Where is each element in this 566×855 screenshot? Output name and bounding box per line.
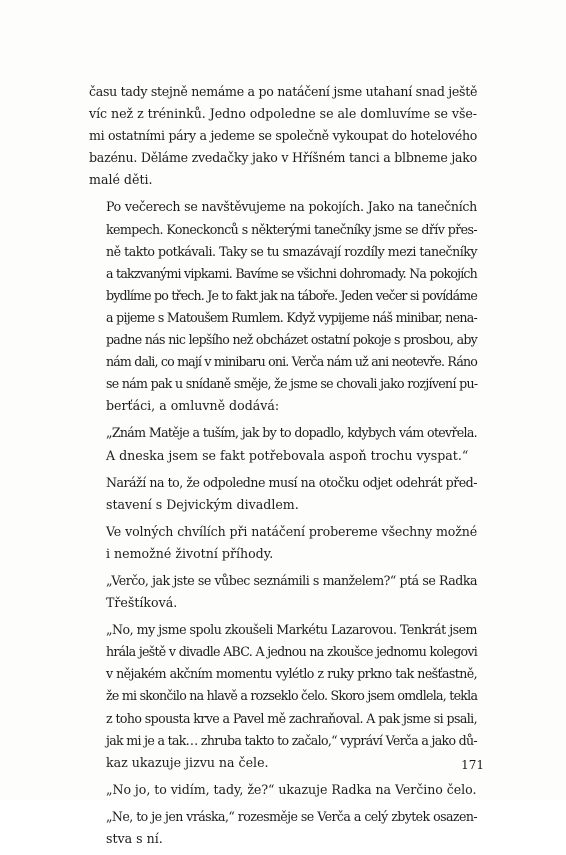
text-line: berťáci, a omluvně dodává: [106,398,280,414]
text-line: z toho spousta krve a Pavel mě zachraňoval. A pak jsme si psali, [106,710,477,726]
text-line: padne nás nic lepšího než obcházet ostatní pokoje s prosbou, aby [106,332,477,348]
paragraph [89,806,477,850]
text-line: mi ostatními páry a jedeme se společně vykoupat do hotelového [89,128,477,144]
paragraph [89,422,477,466]
body-text [89,81,477,855]
text-line: bazénu. Děláme zvedačky jako v Hříšném tanci a blbneme jako [89,150,477,166]
text-line: víc než z tréninků. Jedno odpoledne se ale domluvíme se vše- [89,106,477,122]
text-line: že mi skončilo na hlavě a rozseklo čelo. Skoro jsem omdlela, tekla [106,688,478,704]
page-number: 171 [461,758,484,772]
paragraph [89,570,477,614]
text-line: „Ne, to je jen vráska,“ rozesměje se Verča a celý zbytek osazen- [106,808,477,824]
text-line: Naráží na to, že odpoledne musí na otočku odjet odehrát před- [106,474,477,490]
paragraph [89,196,477,417]
text-line: malé děti. [89,172,153,188]
text-line: Ve volných chvílích při natáčení probereme všechny možné [106,523,477,539]
text-line: se nám pak u snídaně směje, že jsme se chovali jako rozjívení pu- [106,376,478,392]
text-line: ně takto potkávali. Taky se tu smazávají rozdíly mezi tanečníky [106,243,477,259]
paragraph [89,619,477,774]
text-line: „No, my jsme spolu zkoušeli Markétu Lazarovou. Tenkrát jsem [106,622,477,638]
text-line: času tady stejně nemáme a po natáčení jsme utahaní snad ještě [89,84,478,99]
text-line: v nějakém akčním momentu vylétlo z ruky prkno tak nešťastně, [106,666,477,682]
text-line: hrála ještě v divadle ABC. A jednou na zkoušce jednomu kolegovi [106,644,477,660]
paragraph [89,472,477,516]
paragraph [89,779,477,801]
text-line: kaz ukazuje jizvu na čele. [106,754,269,770]
text-line: „Znám Matěje a tuším, jak by to dopadlo, kdybych vám otevřela. [106,425,477,441]
text-line: Třeštíková. [106,595,178,611]
text-line: a takzvanými vipkami. Bavíme se všichni dohromady. Na pokojích [106,265,477,281]
text-line: a pijeme s Matoušem Rumlem. Když vypijeme náš minibar, nena- [106,309,477,325]
text-line: „Verčo, jak jste se vůbec seznámili s manželem?“ ptá se Radka [106,572,477,588]
text-line: stva s ní. [106,831,163,846]
text-line: i nemožné životní příhody. [106,545,274,561]
text-line: jak mi je a tak… zhruba takto to začalo,“ vypráví Verča a jako dů- [106,732,477,748]
text-line: „No jo, to vidím, tady, že?“ ukazuje Radka na Verčino čelo. [106,781,477,797]
text-line: bydlíme po třech. Je to fakt jak na táboře. Jeden večer si povídáme [106,287,477,303]
text-line: A dneska jsem se fakt potřebovala aspoň trochu vyspat.“ [106,447,469,463]
text-line: stavení s Dejvickým divadlem. [106,496,299,512]
paragraph [89,81,477,191]
text-line: nám dali, co mají v minibaru oni. Verča nám už ani neotevře. Ráno [106,354,477,370]
paragraph [89,521,477,565]
text-line: Po večerech se navštěvujeme na pokojích. Jako na tanečních [106,199,477,215]
text-line: kempech. Koneckonců s některými tanečníky jsme se dřív přes- [106,221,477,237]
